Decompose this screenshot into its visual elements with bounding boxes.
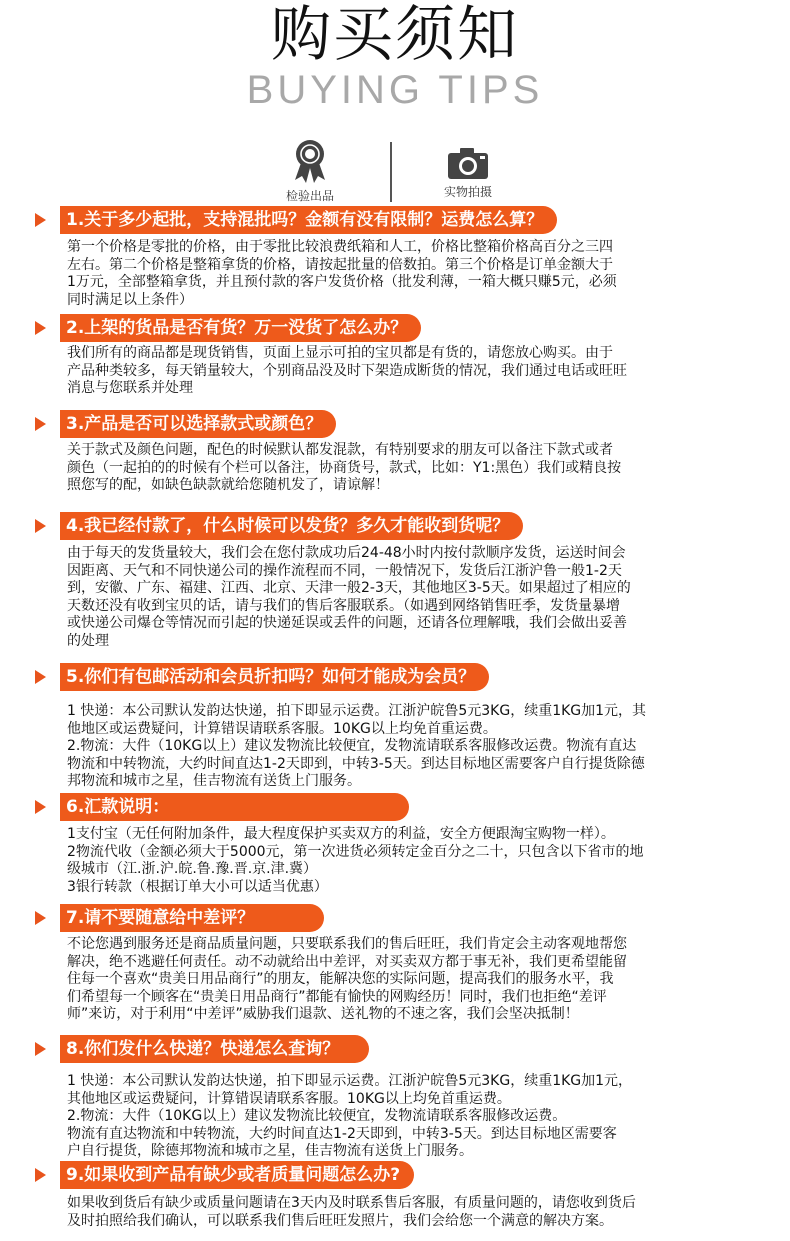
faq-title: 8.你们发什么快递？快递怎么查询？ — [60, 1035, 369, 1063]
faq-answer: 1 快递：本公司默认发韵达快递，拍下即显示运费。江浙沪皖鲁5元3KG，续重1KG加1元，其 他地区或运费疑问，计算错误请联系客服。10KG以上均免首重运费。 2.物流：大件（10KG以上）建议发物流比较便宜，发物流请联系客服修改运费。物流有直达 物流和中转物流，大约时间直达1-2天即到，中转3-5天。到达目标地区需要客户自行提货除德 邦物流和城市之星，佳吉物流有送货上门服务。 — [67, 703, 647, 789]
faq-title: 5.你们有包邮活动和会员折扣吗？如何才能成为会员？ — [60, 663, 489, 691]
award-ribbon-icon — [290, 138, 330, 184]
icon-divider — [390, 142, 392, 202]
arrow-icon — [35, 417, 46, 431]
camera-icon — [446, 146, 490, 180]
arrow-icon — [35, 213, 46, 227]
arrow-icon — [35, 911, 46, 925]
faq-answer: 不论您遇到服务还是商品质量问题，只要联系我们的售后旺旺，我们肯定会主动客观地帮您 解决，绝不逃避任何责任。动不动就给出中差评，对买卖双方都于事无补，我们更希望能留 住每一个喜欢“贵美日用品商行”的朋友，能解决您的实际问题，提高我们的服务水平，我 们希望每一个顾客在“贵美日用品商行”都能有愉快的网购经历！同时，我们也拒绝“差评 师”来访，对于利用“中差评”威胁我们退款、送礼物的不速之客，我们会坚决抵制！ — [67, 936, 627, 1022]
arrow-icon — [35, 519, 46, 533]
page-title: 购买须知 — [271, 0, 519, 70]
faq-title: 6.汇款说明： — [60, 793, 409, 821]
arrow-icon — [35, 1042, 46, 1056]
arrow-icon — [35, 321, 46, 335]
faq-title: 1.关于多少起批，支持混批吗？金额有没有限制？运费怎么算？ — [60, 206, 557, 234]
faq-answer: 我们所有的商品都是现货销售，页面上显示可拍的宝贝都是有货的，请您放心购买。由于 产品种类较多，每天销量较大，个别商品没及时下架造成断货的情况，我们通过电话或旺旺 消息与您联系并处理 — [67, 345, 627, 396]
faq-title: 3.产品是否可以选择款式或颜色？ — [60, 410, 336, 438]
faq-answer: 关于款式及颜色问题，配色的时候默认都发混款，有特别要求的朋友可以备注下款式或者 颜色（一起拍的的时候有个栏可以备注，协商货号，款式，比如：Y1:黑色）我们或精良按 照您写的配，如缺色缺款就给您随机发了，请谅解！ — [67, 442, 622, 493]
faq-title: 2.上架的货品是否有货？万一没货了怎么办？ — [60, 314, 421, 342]
faq-answer: 由于每天的发货量较大，我们会在您付款成功后24-48小时内按付款顺序发货，运送时间会 因距离、天气和不同快递公司的操作流程而不同，一般情况下，发货后江浙沪鲁一般1-2天 到，安徽、广东、福建、江西、北京、天津一般2-3天，其他地区3-5天。如果超过了相应的 天数还没有收到宝贝的话，请与我们的售后客服联系。（如遇到网络销售旺季，发货量暴增 或快递公司爆仓等情况而引起的快递延误或丢件的问题，还请各位理解哦，我们会做出妥善 的处理 — [67, 545, 631, 649]
faq-title: 4.我已经付款了，什么时候可以发货？多久才能收到货呢？ — [60, 512, 523, 540]
faq-title: 7.请不要随意给中差评？ — [60, 904, 324, 932]
inspection-badge — [260, 138, 360, 204]
faq-title: 9.如果收到产品有缺少或者质量问题怎么办? — [60, 1161, 414, 1189]
faq-answer: 如果收到货后有缺少或质量问题请在3天内及时联系售后客服，有质量问题的，请您收到货后 及时拍照给我们确认，可以联系我们售后旺旺发照片，我们会给您一个满意的解决方案。 — [67, 1195, 636, 1229]
faq-answer: 第一个价格是零批的价格，由于零批比较浪费纸箱和人工，价格比整箱价格高百分之三四 左右。第二个价格是整箱拿货的价格，请按起批量的倍数拍。第三个价格是订单金额大于 1万元，全部整箱拿货，并且预付款的客户发货价格（批发利薄，一箱大概只赚5元，必须 同时满足以上条件） — [67, 239, 617, 308]
inspection-label: 检验出品 — [285, 189, 334, 203]
page-subtitle: BUYING TIPS — [246, 68, 544, 112]
arrow-icon — [35, 800, 46, 814]
faq-answer: 1支付宝（无任何附加条件，最大程度保护买卖双方的利益，安全方便跟淘宝购物一样）。 2物流代收（金额必须大于5000元，第一次进货必须转定金百分之二十，只包含以下省市的地 级城市（江.浙.沪.皖.鲁.豫.晋.京.津.冀） 3银行转款（根据订单大小可以适当优惠） — [67, 826, 644, 895]
arrow-icon — [35, 670, 46, 684]
faq-answer: 1 快递：本公司默认发韵达快递，拍下即显示运费。江浙沪皖鲁5元3KG，续重1KG加1元， 其他地区或运费疑问，计算错误请联系客服。10KG以上均免首重运费。 2.物流：大件（10KG以上）建议发物流比较便宜，发物流请联系客服修改运费。 物流有直达物流和中转物流，大约时间直达1-2天即到，中转3-5天。到达目标地区需要客 户自行提货，除德邦物流和城市之星，佳吉物流有送货上门服务。 — [67, 1073, 633, 1159]
arrow-icon — [35, 1168, 46, 1182]
real-photo-label: 实物拍摄 — [443, 185, 492, 199]
real-photo-badge — [418, 146, 518, 200]
